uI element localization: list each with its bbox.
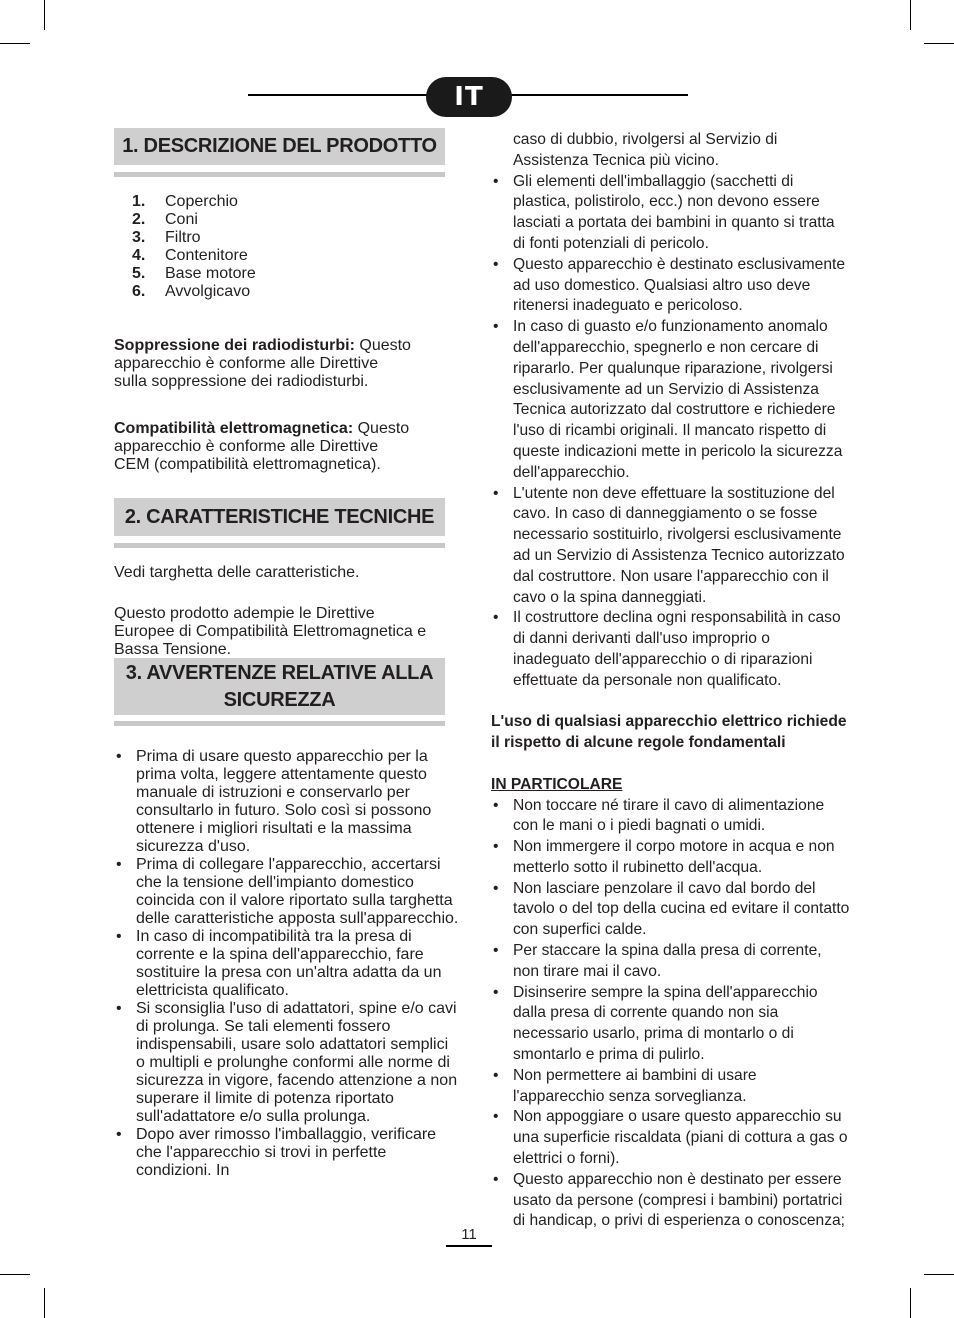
rule-item: • Per staccare la spina dalla presa di corrente, non tirare mai il cavo. (491, 941, 851, 983)
emc-paragraph (114, 420, 414, 474)
section-heading-line: 3. AVVERTENZE RELATIVE ALLA (125, 662, 434, 684)
section-rule (114, 721, 445, 726)
part-name: Avvolgicavo (165, 283, 251, 300)
emc-text: Questo apparecchio è conforme alle Direttive CEM (compatibilità elettromagnetica). (114, 420, 410, 473)
crop-mark (910, 0, 911, 30)
language-badge: IT (426, 77, 512, 117)
warning-item: • Il costruttore declina ogni responsabilità in caso di danni derivanti dall'uso improprio o inadeguato dell'apparecchio o di riparazioni effettuate da personale non qualificato. (491, 608, 851, 691)
part-number: 3. (132, 229, 146, 246)
list-item (114, 283, 459, 301)
list-item (114, 211, 459, 229)
part-name: Base motore (165, 265, 256, 282)
crop-mark (910, 1288, 911, 1318)
list-item (114, 193, 459, 211)
part-name: Contenitore (165, 247, 248, 264)
warning-item: • Prima di collegare l'apparecchio, accertarsi che la tensione dell'impianto domestico coincida con il valore riportato sulla targhetta delle caratteristiche apposta sull'apparecchio. (114, 856, 459, 928)
section-heading (114, 658, 445, 715)
crop-mark (44, 1288, 45, 1318)
rule-item: • Questo apparecchio non è destinato per essere usato da persone (compresi i bambini) portatrici di handicap, o privi di esperienza o conoscenza; (491, 1170, 851, 1232)
list-item (114, 247, 459, 265)
part-number: 6. (132, 283, 146, 300)
part-name: Filtro (165, 229, 201, 246)
tech-directives-paragraph (114, 605, 434, 657)
warning-item: • Si sconsiglia l'uso di adattatori, spine e/o cavi di prolunga. Se tali elementi fossero indispensabili, usare solo adattatori semplici o multipli e prolunghe conformi alle norme di sicurezza in vigore, facendo attenzione a non superare il limite di potenza riportato sull'adattatore e/o sulla prolunga. (114, 1000, 459, 1126)
part-number: 4. (132, 247, 146, 264)
page-number: 11 (461, 1226, 477, 1243)
rule-item: • Non lasciare penzolare il cavo dal bordo del tavolo o del top della cucina ed evitare il contatto con superfici calde. (491, 879, 851, 941)
warning-item: • Dopo aver rimosso l'imballaggio, verificare che l'apparecchio si trovi in perfette condizioni. In (114, 1126, 459, 1180)
page-number-rule (446, 1245, 492, 1247)
rule-item: • Disinserire sempre la spina dell'apparecchio dalla presa di corrente quando non sia necessario usarlo, prima di montarlo o di smontarlo e prima di pulirlo. (491, 983, 851, 1066)
warning-item: • Gli elementi dell'imballaggio (sacchetti di plastica, polistirolo, ecc.) non devono essere lasciati a portata dei bambini in quanto si tratta di fonti potenziali di pericolo. (491, 172, 851, 255)
crop-mark (0, 43, 30, 44)
warning-item: • L'utente non deve effettuare la sostituzione del cavo. In caso di danneggiamento o se fosse necessario sostituirlo, rivolgersi esclusivamente ad un Servizio di Assistenza Tecnico autorizzato dal costruttore. Non usare l'apparecchio con il cavo o la spina danneggiati. (491, 484, 851, 609)
rule-item: • Non permettere ai bambini di usare l'apparecchio senza sorveglianza. (491, 1066, 851, 1108)
rule-item: • Non appoggiare o usare questo apparecchio su una superficie riscaldata (piani di cottura a gas o elettrici o forni). (491, 1107, 851, 1169)
radio-text: Questo apparecchio è conforme alle Direttive sulla soppressione dei radiodisturbi. (114, 337, 411, 390)
in-particolare-heading: IN PARTICOLARE (491, 775, 623, 793)
part-number: 5. (132, 265, 146, 282)
section-heading: 1. DESCRIZIONE DEL PRODOTTO (114, 128, 445, 165)
warnings-list-left (114, 748, 459, 1180)
radio-label: Soppressione dei radiodisturbi: (114, 337, 355, 354)
warning-item: • In caso di incompatibilità tra la presa di corrente e la spina dell'apparecchio, fare sostituire la presa con un'altra adatta da un elettricista qualificato. (114, 928, 459, 1000)
section-heading-line: SICUREZZA (223, 689, 336, 711)
warning-item: • Prima di usare questo apparecchio per la prima volta, leggere attentamente questo manuale di istruzioni e conservarlo per consultarlo in futuro. Solo così si possono ottenere i migliori risultati e la massima sicurezza d'uso. (114, 748, 459, 856)
crop-mark (924, 43, 954, 44)
warning-item: • In caso di guasto e/o funzionamento anomalo dell'apparecchio, spegnerlo e non cercare di ripararlo. Per qualunque riparazione, rivolgersi esclusivamente ad un Servizio di Assistenza Tecnica autorizzato dal costruttore e richiedere l'uso di ricambi originali. Il mancato rispetto di queste indicazioni mette in pericolo la sicurezza dell'apparecchio. (491, 317, 851, 483)
rule-item: • Non immergere il corpo motore in acqua e non metterlo sotto il rubinetto dell'acqua. (491, 837, 851, 879)
tech-text-2: Questo prodotto adempie le Direttive Europee di Compatibilità Elettromagnetica e Bassa Tensione. (114, 605, 427, 657)
crop-mark (0, 1274, 30, 1275)
list-item (114, 229, 459, 247)
rule-item: • Non toccare né tirare il cavo di alimentazione con le mani o i piedi bagnati o umidi. (491, 796, 851, 838)
crop-mark (44, 0, 45, 30)
part-number: 1. (132, 193, 146, 210)
list-item (114, 265, 459, 283)
part-name: Coni (165, 211, 198, 228)
section-rule (114, 172, 445, 177)
tech-text-1: Vedi targhetta delle caratteristiche. (114, 564, 360, 581)
section-heading: 2. CARATTERISTICHE TECNICHE (114, 498, 445, 536)
bold-statement: L'uso di qualsiasi apparecchio elettrico richiede il rispetto di alcune regole fondamentali (491, 713, 847, 752)
radio-suppression-paragraph (114, 337, 414, 391)
part-name: Coperchio (165, 193, 238, 210)
part-number: 2. (132, 211, 146, 228)
crop-mark (924, 1274, 954, 1275)
continuation-text: caso di dubbio, rivolgersi al Servizio di Assistenza Tecnica più vicino. (513, 131, 778, 169)
section-rule (114, 543, 445, 548)
tech-paragraph (114, 564, 434, 582)
warning-item: • Questo apparecchio è destinato esclusivamente ad uso domestico. Qualsiasi altro uso deve ritenersi inadeguato e pericoloso. (491, 255, 851, 317)
parts-list (114, 193, 459, 301)
right-column (491, 130, 851, 1232)
emc-label: Compatibilità elettromagnetica: (114, 420, 354, 437)
